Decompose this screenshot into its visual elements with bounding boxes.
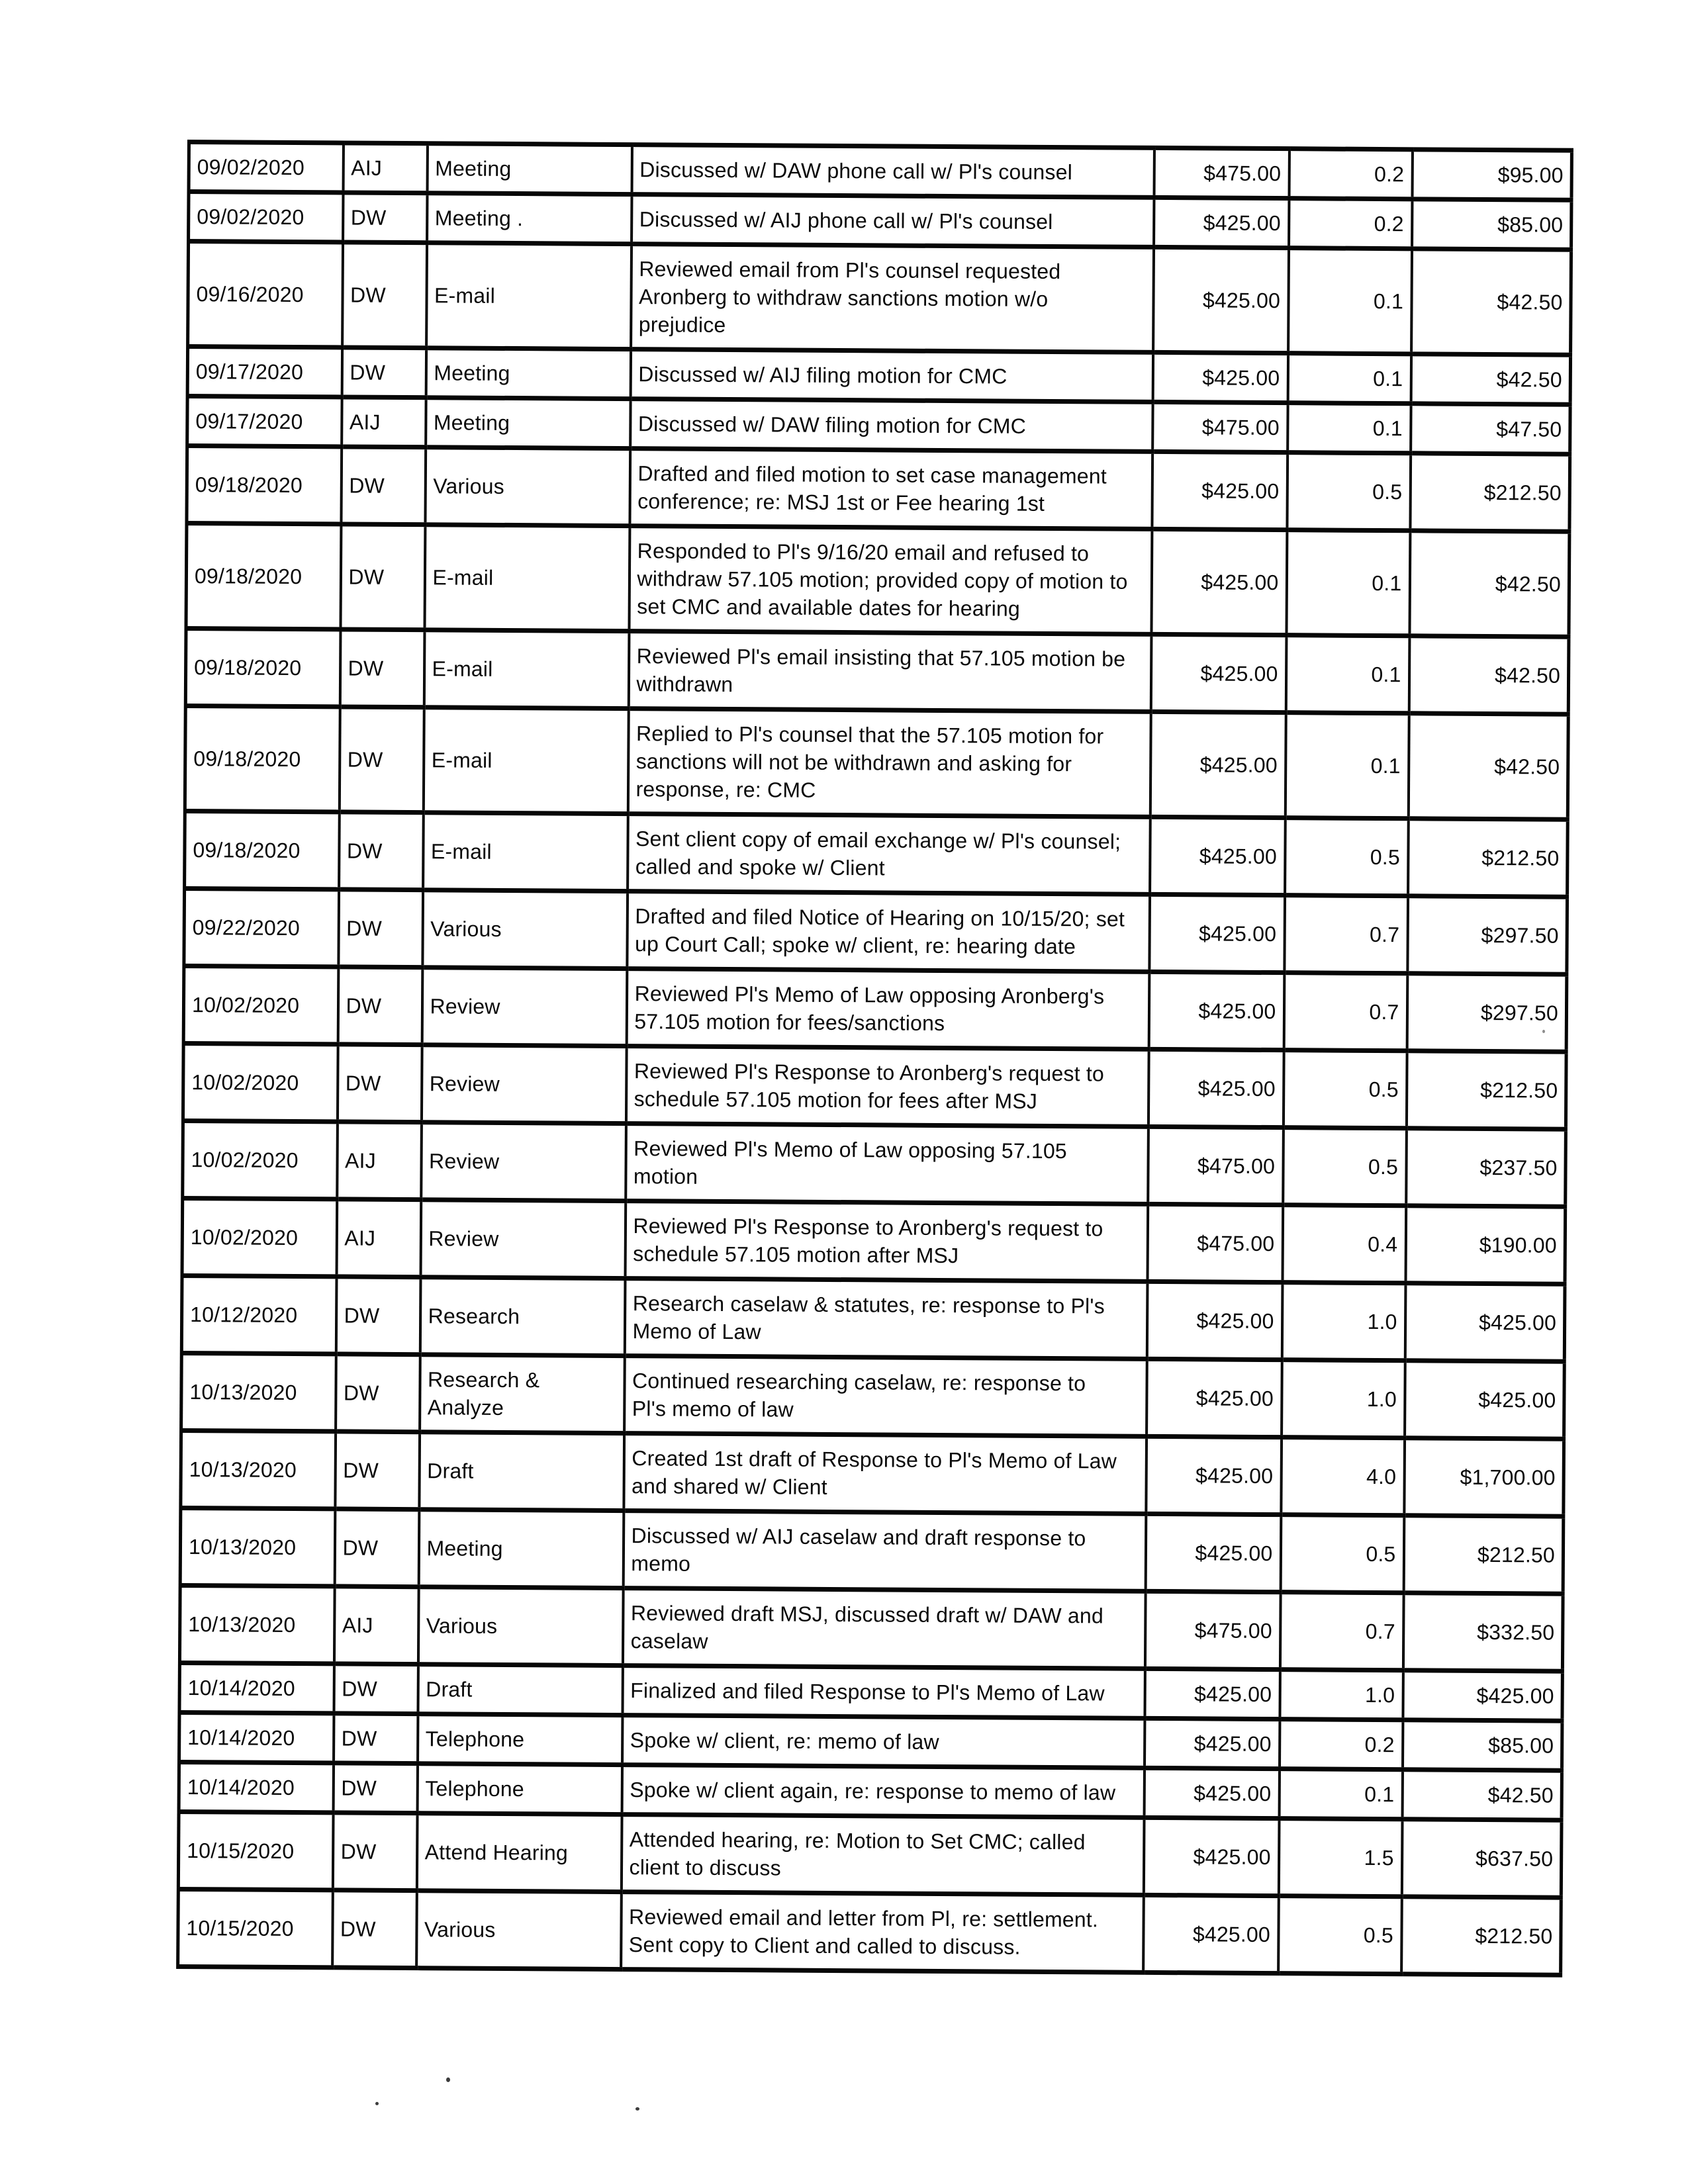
cell-amount: $190.00 [1405, 1206, 1566, 1284]
cell-rate: $425.00 [1143, 1817, 1279, 1895]
cell-date: 10/13/2020 [179, 1585, 334, 1663]
cell-description: Reviewed draft MSJ, discussed draft w/ DAW and caselaw [622, 1588, 1145, 1669]
cell-initials: DW [342, 347, 426, 398]
cell-rate: $425.00 [1147, 1359, 1282, 1437]
cell-hours: 0.1 [1288, 403, 1411, 453]
cell-date: 09/22/2020 [184, 888, 339, 966]
cell-type: Various [422, 890, 628, 969]
cell-initials: DW [336, 1277, 420, 1355]
cell-initials: DW [338, 967, 422, 1045]
cell-amount: $425.00 [1405, 1283, 1565, 1361]
cell-date: 10/13/2020 [181, 1353, 336, 1431]
cell-rate: $475.00 [1145, 1591, 1280, 1669]
table-row [182, 1198, 1566, 1284]
table-row [187, 347, 1570, 405]
cell-type: Research & Analyze [420, 1355, 625, 1433]
cell-rate: $425.00 [1144, 1768, 1279, 1818]
cell-hours: 0.5 [1278, 1896, 1402, 1974]
cell-description: Research caselaw & statutes, re: response to Pl's Memo of Law [624, 1279, 1147, 1359]
cell-description: Discussed w/ DAW filing motion for CMC [630, 399, 1152, 452]
cell-initials: DW [339, 707, 424, 813]
cell-description: Reviewed Pl's Memo of Law opposing Aronberg's 57.105 motion for fees/sanctions [626, 969, 1149, 1050]
cell-initials: DW [339, 812, 424, 890]
cell-hours: 0.7 [1284, 973, 1407, 1051]
table-row [185, 705, 1568, 819]
cell-hours: 0.7 [1280, 1592, 1403, 1670]
cell-type: Review [420, 1200, 626, 1279]
cell-type: Various [425, 447, 630, 526]
table-row [178, 1811, 1562, 1897]
cell-type: E-mail [423, 707, 628, 814]
cell-type: Various [416, 1891, 622, 1970]
cell-rate: $425.00 [1145, 1668, 1280, 1719]
cell-hours: 0.5 [1280, 1515, 1404, 1593]
cell-rate: $425.00 [1149, 894, 1285, 972]
table-row [184, 888, 1568, 974]
cell-amount: $42.50 [1411, 249, 1571, 355]
cell-hours: 0.2 [1279, 1719, 1402, 1770]
cell-amount: $212.50 [1408, 819, 1568, 897]
cell-date: 10/02/2020 [183, 966, 338, 1044]
cell-type: Review [422, 968, 627, 1046]
cell-initials: AIJ [337, 1122, 422, 1200]
cell-description: Replied to Pl's counsel that the 57.105 motion for sanctions will not be withdrawn and asking for response, re: CMC [628, 709, 1150, 817]
cell-rate: $475.00 [1147, 1204, 1283, 1282]
cell-description: Spoke w/ client, re: memo of law [622, 1715, 1145, 1768]
cell-type: Research [420, 1277, 625, 1356]
cell-amount: $42.50 [1411, 354, 1570, 404]
cell-initials: DW [336, 1354, 420, 1432]
cell-rate: $475.00 [1148, 1126, 1284, 1205]
cell-date: 10/02/2020 [183, 1120, 338, 1199]
cell-rate: $425.00 [1152, 352, 1288, 402]
cell-amount: $212.50 [1403, 1516, 1564, 1594]
cell-date: 10/14/2020 [179, 1662, 334, 1713]
cell-initials: DW [334, 1509, 419, 1587]
cell-rate: $425.00 [1153, 247, 1289, 353]
scan-speck [375, 2102, 379, 2105]
cell-date: 10/13/2020 [181, 1430, 336, 1508]
cell-rate: $425.00 [1150, 634, 1286, 712]
cell-date: 09/18/2020 [185, 811, 340, 889]
cell-date: 10/14/2020 [179, 1712, 334, 1762]
cell-description: Drafted and filed Notice of Hearing on 10/15/20; set up Court Call; spoke w/ client, re: hearing date [627, 891, 1150, 972]
cell-description: Reviewed email and letter from Pl, re: settlement. Sent copy to Client and called to discuss. [621, 1892, 1144, 1973]
cell-hours: 0.5 [1283, 1050, 1407, 1128]
cell-initials: DW [337, 1044, 422, 1122]
cell-amount: $297.50 [1407, 974, 1567, 1052]
cell-type: E-mail [424, 630, 629, 709]
billing-table-body [178, 142, 1572, 1976]
cell-type: Meeting [427, 144, 632, 195]
cell-hours: 0.5 [1285, 818, 1409, 896]
cell-hours: 0.2 [1289, 199, 1412, 249]
cell-rate: $475.00 [1154, 148, 1289, 198]
cell-hours: 1.5 [1278, 1819, 1402, 1897]
cell-hours: 0.1 [1286, 530, 1410, 636]
cell-initials: AIJ [342, 397, 426, 447]
cell-hours: 0.1 [1288, 353, 1411, 404]
cell-amount: $332.50 [1403, 1593, 1563, 1671]
cell-type: Various [418, 1587, 623, 1666]
cell-initials: AIJ [343, 143, 427, 193]
cell-rate: $425.00 [1150, 817, 1286, 895]
table-row [181, 1275, 1565, 1361]
cell-hours: 0.4 [1282, 1205, 1406, 1283]
cell-description: Discussed w/ AIJ caselaw and draft response to memo [623, 1511, 1146, 1592]
cell-rate: $425.00 [1149, 972, 1284, 1050]
table-row [189, 142, 1571, 201]
cell-rate: $425.00 [1150, 711, 1286, 817]
table-row [188, 242, 1571, 355]
cell-hours: 1.0 [1280, 1670, 1403, 1720]
cell-description: Spoke w/ client again, re: response to memo of law [622, 1765, 1144, 1818]
table-row [189, 192, 1571, 250]
table-row [179, 1662, 1562, 1721]
cell-date: 10/15/2020 [178, 1889, 333, 1967]
billing-table [176, 140, 1573, 1978]
cell-type: Meeting [418, 1510, 624, 1588]
cell-description: Discussed w/ DAW phone call w/ Pl's counsel [632, 145, 1154, 198]
cell-initials: DW [334, 1664, 418, 1714]
billing-table-wrap [176, 140, 1570, 1978]
cell-amount: $85.00 [1412, 199, 1571, 250]
cell-amount: $237.50 [1406, 1128, 1566, 1206]
cell-date: 10/14/2020 [179, 1762, 333, 1812]
cell-date: 10/13/2020 [180, 1508, 335, 1586]
table-row [183, 966, 1567, 1052]
table-row [180, 1508, 1564, 1594]
cell-rate: $425.00 [1145, 1514, 1281, 1592]
cell-amount: $42.50 [1409, 636, 1569, 714]
cell-rate: $425.00 [1146, 1436, 1282, 1514]
cell-description: Reviewed Pl's Response to Aronberg's request to schedule 57.105 motion for fees after MSJ [626, 1046, 1149, 1127]
cell-amount: $85.00 [1402, 1720, 1562, 1770]
cell-type: Review [421, 1045, 626, 1124]
table-row [187, 396, 1570, 455]
cell-initials: DW [332, 1890, 417, 1968]
cell-date: 09/02/2020 [189, 192, 343, 242]
cell-initials: DW [340, 524, 425, 630]
cell-date: 09/02/2020 [189, 142, 343, 193]
cell-amount: $42.50 [1402, 1770, 1562, 1820]
table-row [183, 1120, 1566, 1206]
cell-rate: $425.00 [1148, 1049, 1284, 1127]
cell-hours: 1.0 [1282, 1360, 1405, 1438]
cell-date: 09/17/2020 [187, 347, 342, 397]
cell-initials: DW [334, 1713, 418, 1764]
cell-rate: $425.00 [1147, 1281, 1282, 1359]
cell-amount: $297.50 [1407, 896, 1568, 974]
cell-initials: DW [332, 1813, 417, 1891]
cell-amount: $42.50 [1409, 531, 1570, 637]
cell-description: Reviewed Pl's Response to Aronberg's request to schedule 57.105 motion after MSJ [625, 1201, 1148, 1282]
cell-type: Telephone [418, 1714, 622, 1765]
cell-initials: DW [333, 1763, 417, 1813]
table-row [183, 1043, 1566, 1129]
cell-description: Reviewed Pl's Memo of Law opposing 57.105 motion [626, 1124, 1149, 1205]
cell-description: Created 1st draft of Response to Pl's Memo of Law and shared w/ Client [624, 1433, 1147, 1514]
cell-type: Meeting . [427, 193, 632, 244]
cell-description: Attended hearing, re: Motion to Set CMC; called client to discuss [621, 1815, 1144, 1895]
cell-date: 10/02/2020 [182, 1198, 337, 1276]
cell-type: E-mail [424, 525, 630, 631]
table-row [179, 1762, 1562, 1820]
cell-type: Telephone [417, 1764, 622, 1815]
cell-rate: $475.00 [1152, 402, 1288, 452]
cell-amount: $212.50 [1410, 453, 1570, 531]
cell-description: Finalized and filed Response to Pl's Memo of Law [622, 1666, 1145, 1719]
cell-initials: DW [341, 447, 426, 525]
cell-description: Discussed w/ AIJ filing motion for CMC [630, 349, 1152, 402]
cell-date: 09/18/2020 [185, 629, 340, 707]
cell-hours: 0.7 [1284, 895, 1408, 974]
table-row [185, 629, 1569, 715]
cell-date: 09/17/2020 [187, 396, 342, 447]
cell-initials: AIJ [336, 1199, 421, 1277]
cell-hours: 1.0 [1282, 1283, 1405, 1361]
cell-amount: $425.00 [1405, 1361, 1565, 1439]
cell-initials: DW [343, 193, 427, 243]
cell-hours: 0.2 [1289, 149, 1412, 199]
table-row [185, 811, 1568, 897]
cell-date: 10/02/2020 [183, 1043, 338, 1121]
cell-hours: 0.1 [1286, 635, 1409, 713]
cell-hours: 0.1 [1279, 1769, 1402, 1819]
cell-date: 09/18/2020 [187, 446, 342, 524]
cell-initials: DW [338, 889, 423, 968]
scan-speck [446, 2077, 450, 2082]
cell-type: E-mail [423, 813, 628, 891]
cell-type: Draft [418, 1664, 622, 1715]
cell-date: 09/16/2020 [188, 242, 343, 347]
cell-date: 10/15/2020 [178, 1811, 333, 1889]
table-row [181, 1430, 1564, 1516]
cell-type: Attend Hearing [416, 1813, 622, 1892]
cell-amount: $425.00 [1403, 1670, 1562, 1721]
cell-rate: $425.00 [1154, 197, 1289, 248]
cell-type: Meeting [426, 398, 630, 449]
scan-speck [1542, 1030, 1545, 1033]
cell-date: 09/18/2020 [186, 523, 341, 629]
table-row [181, 1353, 1565, 1439]
cell-amount: $42.50 [1408, 713, 1568, 819]
cell-amount: $47.50 [1411, 404, 1570, 454]
cell-rate: $425.00 [1143, 1895, 1279, 1973]
table-row [179, 1585, 1563, 1671]
cell-description: Sent client copy of email exchange w/ Pl's counsel; called and spoke w/ Client [628, 814, 1150, 895]
cell-hours: 0.1 [1285, 713, 1409, 819]
cell-initials: DW [340, 629, 424, 707]
scan-speck [635, 2107, 639, 2111]
table-row [178, 1889, 1562, 1975]
cell-rate: $425.00 [1152, 451, 1288, 529]
cell-initials: AIJ [334, 1586, 418, 1664]
cell-amount: $1,700.00 [1404, 1438, 1564, 1516]
table-row [179, 1712, 1562, 1770]
cell-type: Review [421, 1122, 626, 1201]
cell-type: Meeting [426, 348, 630, 399]
cell-description: Discussed w/ AIJ phone call w/ Pl's counsel [632, 195, 1154, 248]
cell-amount: $212.50 [1401, 1897, 1562, 1975]
cell-amount: $212.50 [1406, 1051, 1566, 1129]
cell-date: 09/18/2020 [185, 705, 340, 811]
cell-type: Draft [419, 1432, 624, 1511]
cell-initials: DW [342, 242, 427, 348]
cell-description: Drafted and filed motion to set case management conference; re: MSJ 1st or Fee hearing 1st [630, 449, 1152, 529]
cell-date: 10/12/2020 [181, 1275, 336, 1353]
cell-description: Reviewed email from Pl's counsel requested Aronberg to withdraw sanctions motion w/o prejudice [631, 244, 1154, 353]
cell-amount: $95.00 [1412, 150, 1571, 200]
cell-amount: $637.50 [1401, 1819, 1562, 1897]
cell-hours: 0.5 [1283, 1128, 1407, 1206]
cell-rate: $425.00 [1151, 529, 1287, 635]
cell-rate: $425.00 [1144, 1718, 1279, 1768]
cell-hours: 4.0 [1281, 1437, 1405, 1516]
cell-hours: 0.5 [1287, 453, 1411, 531]
table-row [187, 446, 1570, 532]
cell-description: Responded to Pl's 9/16/20 email and refused to withdraw 57.105 motion; provided copy of motion to set CMC and available dates for hearing [629, 526, 1152, 635]
cell-description: Reviewed Pl's email insisting that 57.105 motion be withdrawn [628, 631, 1151, 712]
table-row [186, 523, 1570, 637]
cell-type: E-mail [426, 243, 632, 349]
cell-hours: 0.1 [1288, 248, 1412, 354]
cell-initials: DW [335, 1432, 420, 1510]
cell-description: Continued researching caselaw, re: response to Pl's memo of law [624, 1356, 1147, 1437]
